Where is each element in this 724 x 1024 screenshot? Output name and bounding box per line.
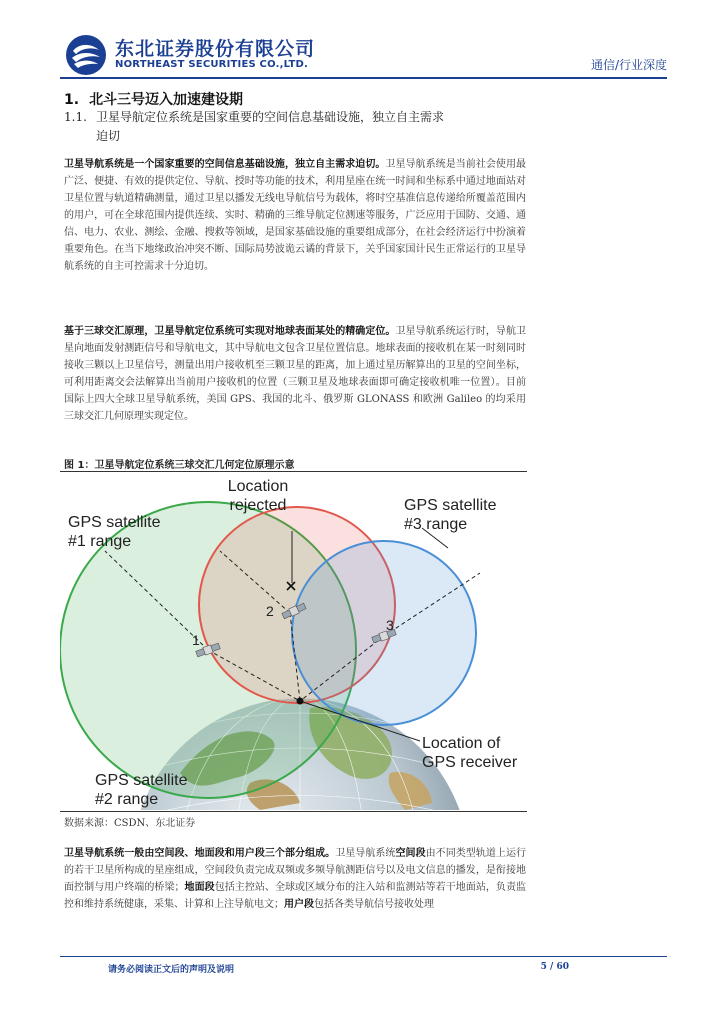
sat1-label-line2: #1 range bbox=[68, 533, 132, 550]
subsection-number: 1.1. bbox=[64, 110, 87, 124]
subsection-heading bbox=[64, 108, 526, 146]
term-space-segment: 空间段 bbox=[395, 848, 426, 859]
section-heading bbox=[64, 89, 243, 109]
rejected-label-line2: rejected bbox=[229, 497, 287, 514]
paragraph-1-lead: 卫星导航系统是一个国家重要的空间信息基础设施，独立自主需求迫切。 bbox=[64, 159, 386, 170]
figure-bottom-rule bbox=[60, 811, 527, 812]
footer-divider bbox=[60, 956, 667, 957]
paragraph-2 bbox=[64, 323, 526, 425]
report-type-label: 通信/行业深度 bbox=[590, 58, 667, 72]
sat1-label-line1: GPS satellite bbox=[68, 514, 161, 531]
sat3-label-line2: #3 range bbox=[404, 516, 468, 533]
sat3-label-line1: GPS satellite bbox=[404, 497, 497, 514]
section-title: 北斗三号迈入加速建设期 bbox=[89, 92, 244, 108]
receiver-location-dot bbox=[297, 698, 304, 705]
term-user-segment: 用户段 bbox=[284, 899, 314, 910]
term-ground-segment: 地面段 bbox=[184, 882, 215, 893]
brand-name-cn: 东北证券股份有限公司 bbox=[115, 38, 316, 60]
sat2-label-line2: #2 range bbox=[95, 791, 159, 808]
figure-title: 图 1：卫星导航定位系统三球交汇几何定位原理示意 bbox=[64, 460, 295, 471]
figure-top-rule bbox=[60, 471, 527, 472]
receiver-label-line2: GPS receiver bbox=[422, 754, 518, 771]
header-divider bbox=[60, 77, 667, 79]
paragraph-3-text4: 包括各类导航信号接收处理 bbox=[314, 899, 434, 910]
company-logo-icon bbox=[64, 33, 108, 77]
paragraph-1 bbox=[64, 156, 526, 275]
subsection-title-line2: 迫切 bbox=[96, 129, 121, 143]
paragraph-2-body: 卫星导航系统运行时，导航卫星向地面发射测距信号和导航电文，其中导航电文包含卫星位置信息。地球表面的接收机在某一时刻同时接收三颗以上卫星信号，测量出用户接收机至三颗卫星的距离，加上通过星历解算出的卫星的空间坐标，可利用距离交会法解算出当前用户接收机的位置（三颗卫星及地球表面即可确定接收机唯一位置）。目前国际上四大全球卫星导航系统，美国 GPS、我国的北斗、俄罗斯 GLONASS 和欧洲 Galileo 的均采用三球交汇几何原理实现定位。 bbox=[64, 326, 527, 422]
sat2-label-line1: GPS satellite bbox=[95, 772, 188, 789]
paragraph-3-text1: 卫星导航系统 bbox=[335, 848, 396, 859]
paragraph-3-lead: 卫星导航系统一般由空间段、地面段和用户段三个部分组成。 bbox=[64, 848, 336, 859]
receiver-label-line1: Location of bbox=[422, 735, 501, 752]
brand-name-en: NORTHEAST SECURITIES CO.,LTD. bbox=[115, 59, 309, 70]
paragraph-2-lead: 基于三球交汇原理，卫星导航定位系统可实现对地球表面某处的精确定位。 bbox=[64, 326, 396, 337]
paragraph-3-text3: 包括主控站、全球或区域分布的注入站和监测站等若干地面站，负责监控和维持系统健康，采集、计算和上注导航电文； bbox=[64, 882, 527, 910]
paragraph-1-body: 卫星导航系统是当前社会使用最广泛、便捷、有效的提供定位、导航、授时等功能的技术，利用星座在统一时间和坐标系中通过地面站对卫星位置与轨道精确测量，通过卫星以播发无线电导航信号为载体，将时空基准信息传递给所覆盖范围内的用户，可在全球范围内提供连续、实时、精确的三维导航定位测速等服务，广泛应用于国防、交通、通信、电力、农业、测绘、金融、搜救等领域，是国家基础设施的重要组成部分，在社会经济运行中扮演着重要角色。在当下地缘政治冲突不断、国际局势波诡云谲的背景下，关乎国家国计民生正常运行的卫星导航系统的自主可控需求十分迫切。 bbox=[64, 159, 526, 272]
page-number: 5 / 60 bbox=[540, 962, 569, 972]
section-number: 1. bbox=[64, 92, 80, 108]
sat2-number: 2 bbox=[266, 603, 274, 619]
trilateration-diagram bbox=[60, 473, 527, 810]
sat1-number: 1 bbox=[192, 632, 200, 648]
rejected-label-line1: Location bbox=[227, 478, 289, 495]
sat3-number: 3 bbox=[386, 617, 394, 633]
paragraph-3-text2: 由不同类型轨道上运行的若干卫星所构成的星座组成，空间段负责完成双频或多频导航测距信号以及电文信息的播发，是衔接地面控制与用户终端的桥梁； bbox=[64, 848, 527, 893]
subsection-title-line1: 卫星导航定位系统是国家重要的空间信息基础设施，独立自主需求 bbox=[96, 110, 445, 124]
figure-source: 数据来源：CSDN、东北证券 bbox=[64, 818, 196, 829]
paragraph-3 bbox=[64, 845, 526, 913]
footer-disclaimer-note: 请务必阅读正文后的声明及说明 bbox=[108, 965, 235, 975]
